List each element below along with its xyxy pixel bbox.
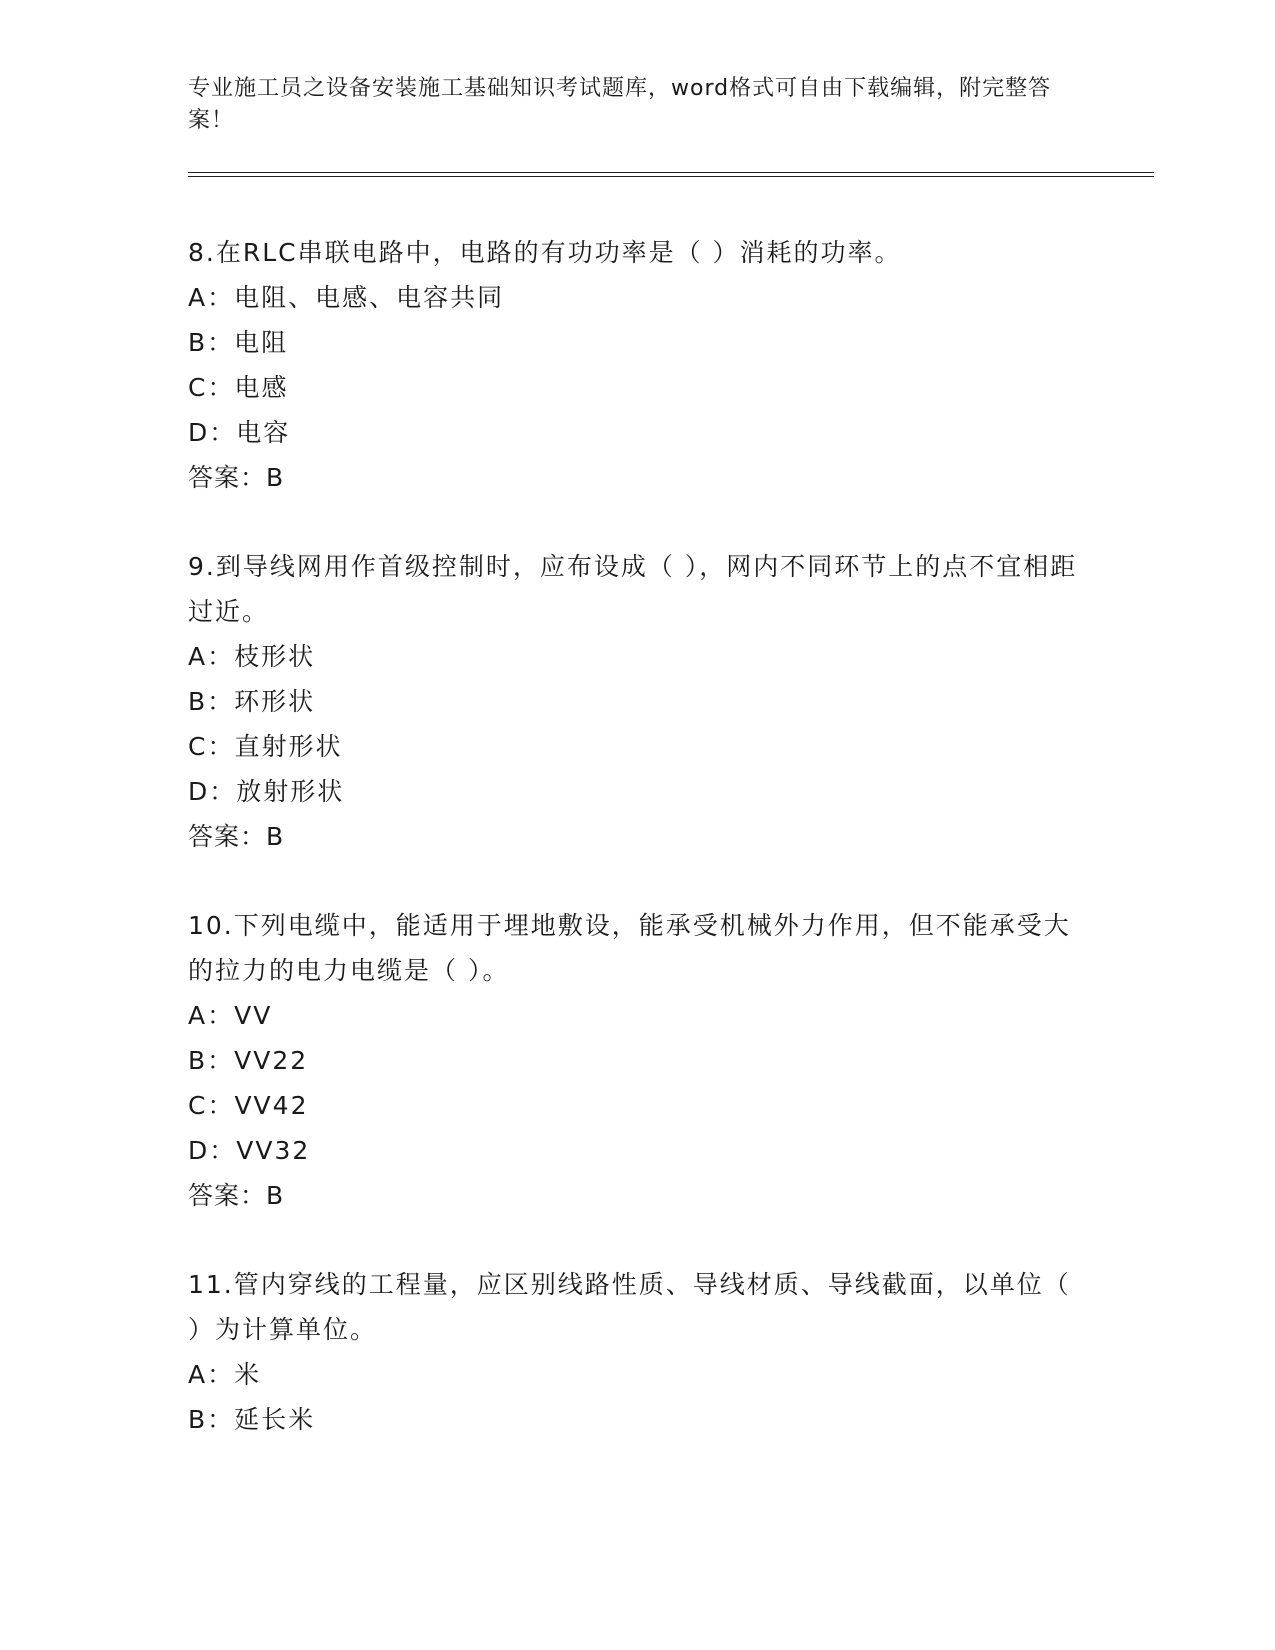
answer-line: 答案：B <box>188 463 285 492</box>
question-9 <box>188 544 1088 859</box>
option-b: B：环形状 <box>188 687 316 716</box>
document-header: 专业施工员之设备安装施工基础知识考试题库，word格式可自由下载编辑，附完整答案！ <box>188 76 1052 133</box>
option-d: D：放射形状 <box>188 777 345 806</box>
question-list <box>188 230 1088 1486</box>
question-stem: 9.到导线网用作首级控制时，应布设成（ ），网内不同环节上的点不宜相距过近。 <box>188 552 1078 626</box>
option-a: A：枝形状 <box>188 642 316 671</box>
option-a: A：米 <box>188 1360 262 1389</box>
option-a: A：VV <box>188 1001 273 1030</box>
option-c: C：VV42 <box>188 1091 309 1120</box>
option-d: D：电容 <box>188 418 291 447</box>
header-divider-line <box>188 172 1154 173</box>
option-c: C：直射形状 <box>188 732 343 761</box>
question-11 <box>188 1262 1088 1442</box>
question-10 <box>188 903 1088 1218</box>
answer-line: 答案：B <box>188 822 285 851</box>
question-8 <box>188 230 1088 500</box>
question-stem: 11.管内穿线的工程量，应区别线路性质、导线材质、导线截面，以单位（ ）为计算单位。 <box>188 1270 1071 1344</box>
option-b: B：延长米 <box>188 1405 316 1434</box>
answer-line: 答案：B <box>188 1181 285 1210</box>
header-divider-line-2 <box>188 176 1154 177</box>
option-c: C：电感 <box>188 373 289 402</box>
option-d: D：VV32 <box>188 1136 311 1165</box>
question-stem: 8.在RLC串联电路中，电路的有功功率是（ ）消耗的功率。 <box>188 238 902 267</box>
option-b: B：电阻 <box>188 328 289 357</box>
question-stem: 10.下列电缆中，能适用于埋地敷设，能承受机械外力作用，但不能承受大的拉力的电力电缆是（ ）。 <box>188 911 1071 985</box>
option-a: A：电阻、电感、电容共同 <box>188 283 505 312</box>
option-b: B：VV22 <box>188 1046 309 1075</box>
